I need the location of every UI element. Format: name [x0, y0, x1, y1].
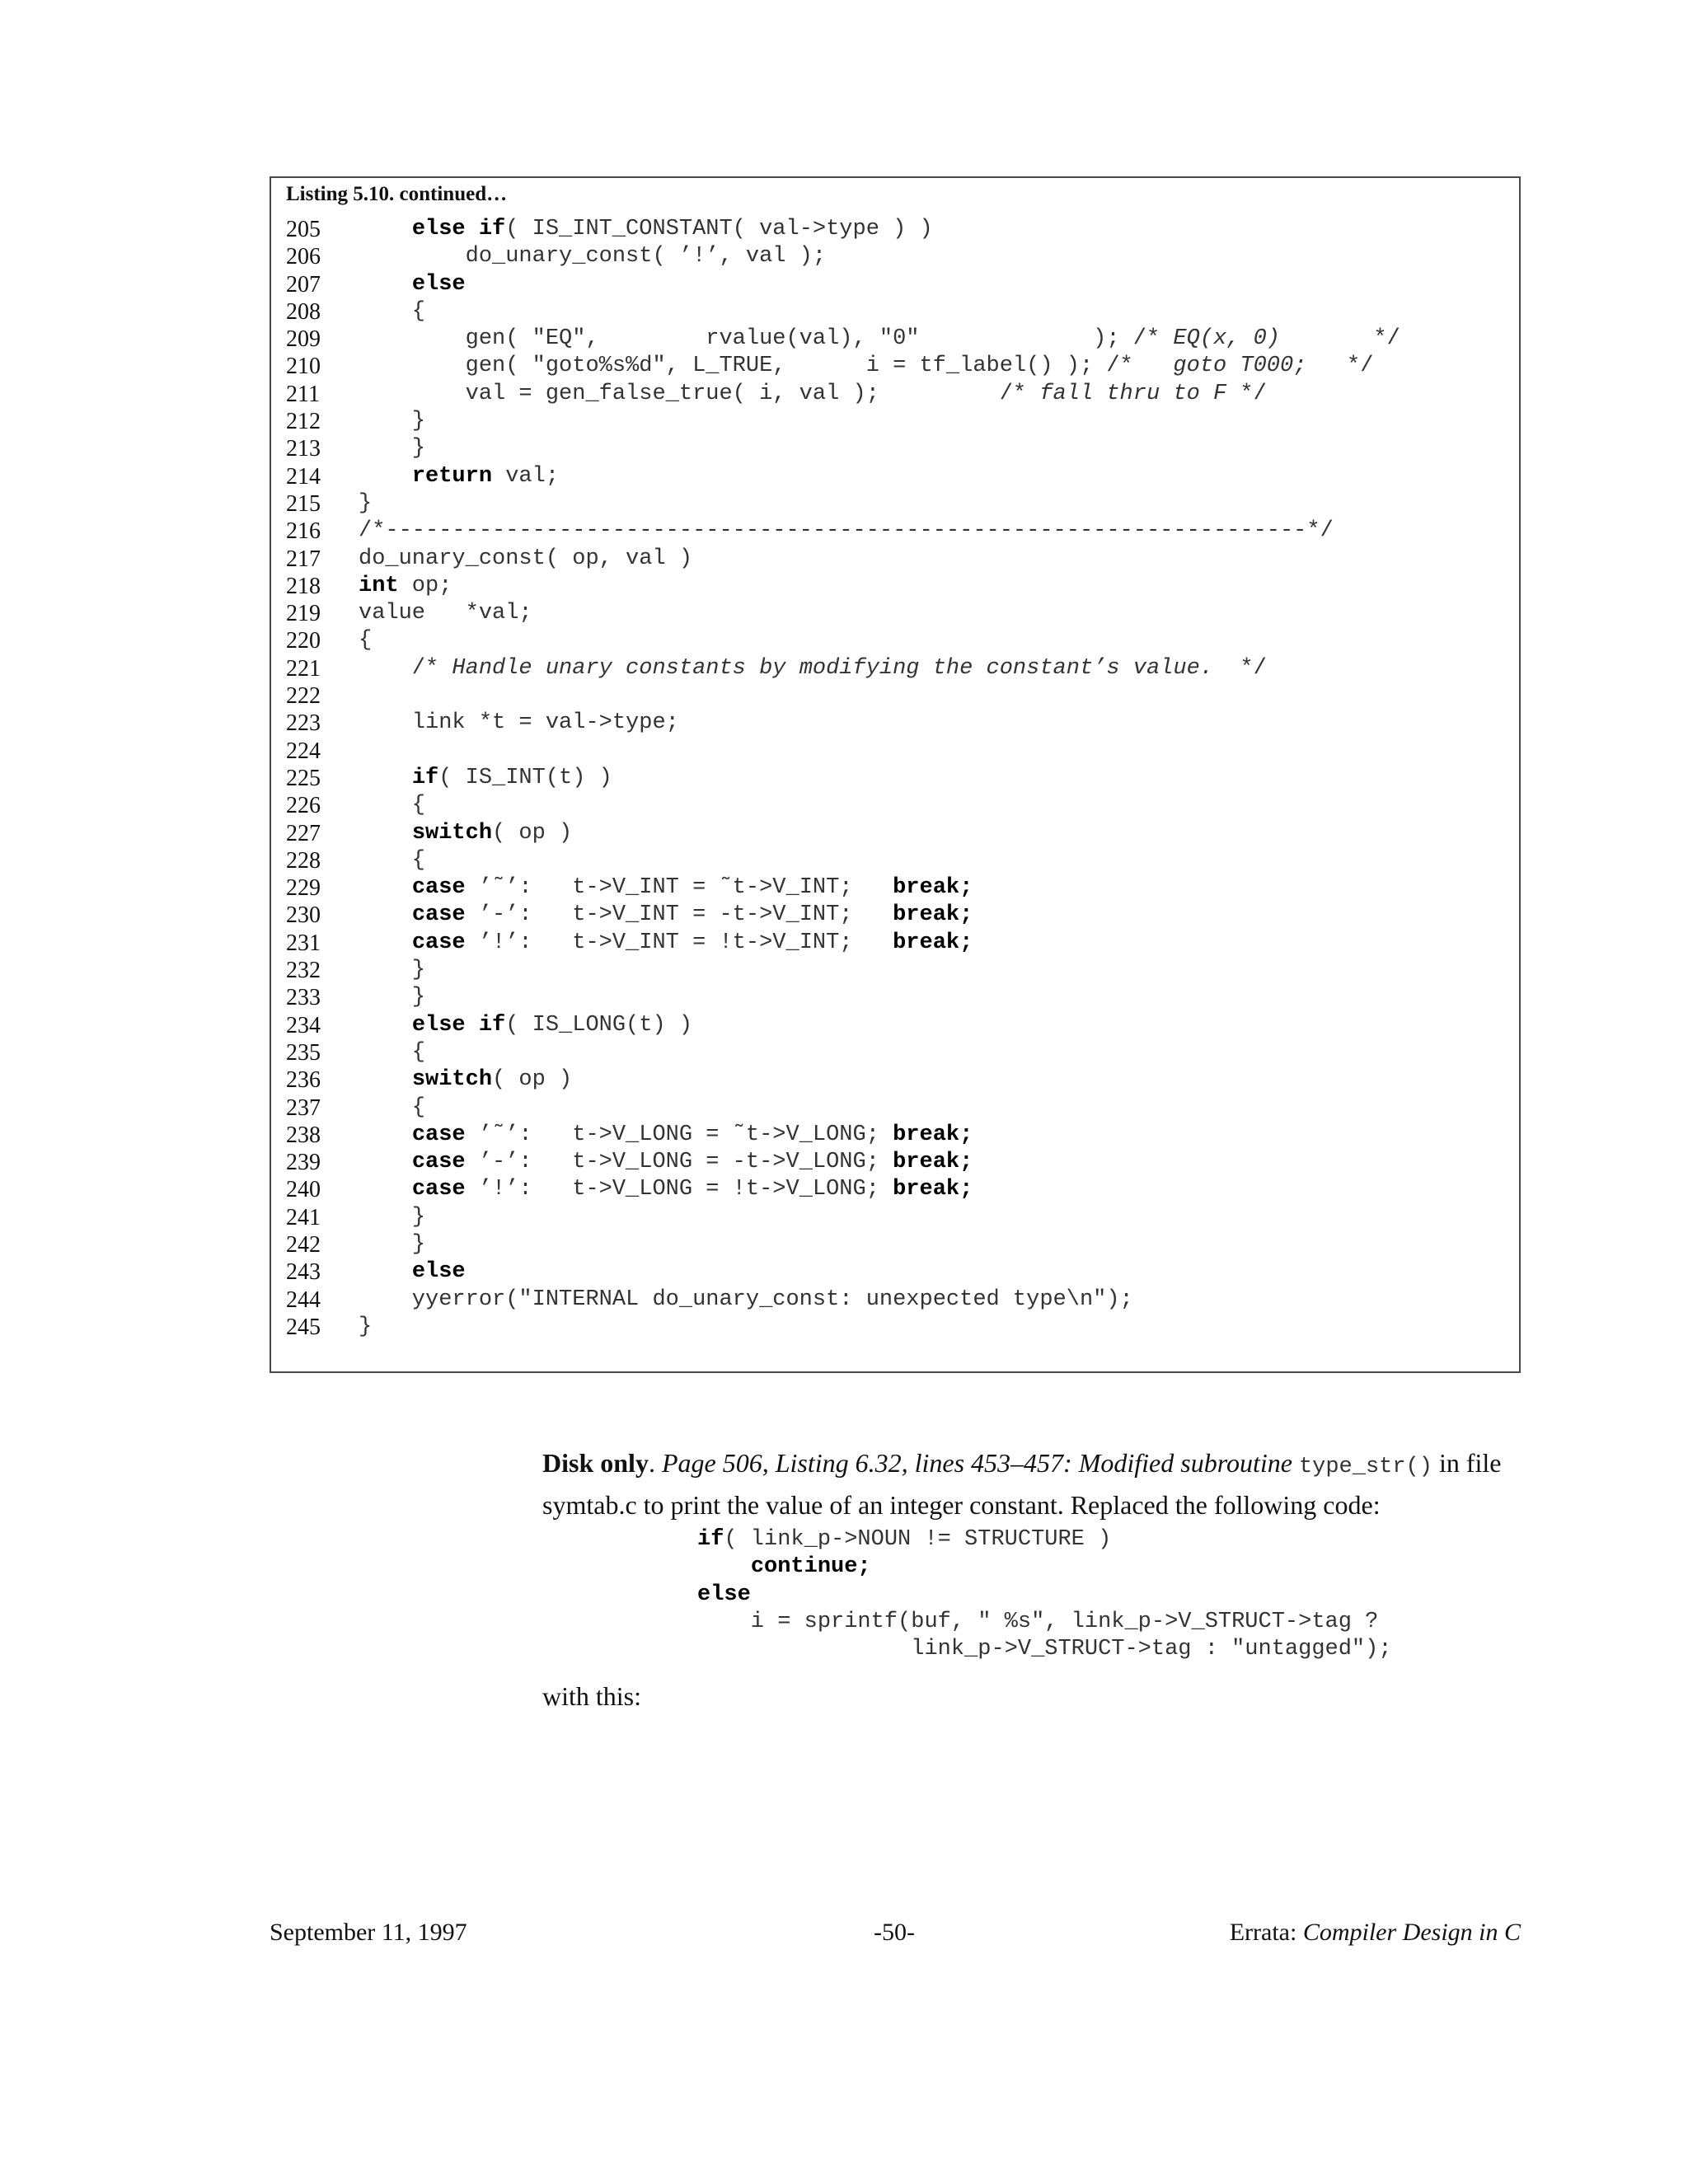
code-keyword: int	[359, 573, 399, 598]
code-text: i = sprintf(buf, " %s", link_p->V_STRUCT->tag ?	[697, 1609, 1379, 1634]
code-text: ( op )	[492, 820, 573, 846]
code-text: }	[359, 409, 426, 434]
code-content	[359, 1149, 973, 1176]
line-number: 230	[286, 902, 321, 929]
errata-description: in file symtab.c to print the value of an integer constant. Replaced the following code:	[542, 1448, 1502, 1520]
code-line	[286, 490, 1511, 518]
code-keyword: if	[697, 1527, 724, 1552]
replaced-code-line	[697, 1526, 1392, 1554]
code-content	[359, 1012, 692, 1039]
code-text	[359, 875, 412, 900]
code-text: ( IS_LONG(t) )	[505, 1012, 693, 1038]
code-content	[359, 435, 425, 462]
code-text: */	[1212, 655, 1267, 681]
code-line	[286, 792, 1511, 819]
code-content	[359, 627, 372, 654]
code-text	[359, 1177, 412, 1202]
code-keyword: else if	[411, 217, 506, 241]
code-text	[359, 1067, 412, 1092]
code-text: link *t = val->type;	[359, 710, 679, 736]
code-content	[359, 655, 1267, 682]
code-content	[359, 1231, 425, 1258]
code-content	[697, 1527, 1111, 1552]
line-number: 227	[286, 820, 321, 846]
code-keyword: case	[411, 875, 466, 901]
line-number: 217	[286, 546, 321, 572]
code-line	[286, 930, 1511, 957]
code-text: ( link_p->NOUN != STRUCTURE )	[724, 1527, 1112, 1552]
errata-lead: Disk only	[542, 1448, 649, 1478]
code-content	[359, 957, 425, 984]
code-content	[359, 463, 559, 490]
code-listing	[270, 176, 1521, 1373]
code-line	[286, 984, 1511, 1011]
code-text: /*	[359, 655, 452, 681]
code-line	[286, 957, 1511, 984]
line-number: 232	[286, 958, 321, 984]
code-comment: fall thru to F	[1039, 381, 1227, 406]
line-number: 221	[286, 655, 321, 682]
line-number: 205	[286, 217, 321, 242]
footer-book-title	[1230, 1919, 1521, 1947]
code-content	[359, 1094, 425, 1122]
code-line	[286, 573, 1511, 600]
code-content	[359, 408, 425, 435]
code-line	[286, 298, 1511, 326]
line-number: 236	[286, 1067, 321, 1094]
code-content	[359, 518, 1334, 545]
code-content	[697, 1610, 1378, 1634]
code-line	[286, 847, 1511, 874]
code-text	[359, 1013, 412, 1038]
code-content	[359, 1176, 973, 1203]
code-line	[286, 874, 1511, 902]
code-keyword: else	[411, 271, 466, 297]
code-keyword: case	[411, 902, 466, 928]
code-text: }	[359, 1314, 373, 1339]
line-number: 214	[286, 463, 321, 490]
code-text: ’-’: t->V_LONG = -t->V_LONG;	[465, 1150, 893, 1175]
code-text: ( op )	[492, 1067, 573, 1093]
line-number: 244	[286, 1286, 321, 1313]
code-line	[286, 627, 1511, 654]
line-number: 208	[286, 298, 321, 325]
code-line	[286, 820, 1511, 847]
code-line	[286, 435, 1511, 462]
line-number: 222	[286, 683, 321, 710]
code-text: {	[359, 847, 426, 873]
code-line	[286, 1204, 1511, 1231]
code-comment: Handle unary constants by modifying the constant’s value.	[452, 655, 1213, 681]
code-content	[359, 381, 1267, 408]
errata-paragraph: Disk only. Page 506, Listing 6.32, lines 453–457: Modified subroutine type_str() in file symtab.c to print the value of an integer constant. Replaced the following code:	[542, 1448, 1502, 1520]
line-number: 238	[286, 1122, 321, 1148]
code-content	[359, 1286, 1133, 1314]
code-line	[286, 243, 1511, 270]
line-number: 228	[286, 847, 321, 874]
code-text: */	[1306, 354, 1374, 379]
code-content	[359, 490, 372, 518]
code-content	[359, 930, 973, 957]
code-content	[359, 765, 612, 792]
line-number: 206	[286, 244, 321, 270]
code-line	[286, 518, 1511, 545]
replaced-code-block	[697, 1526, 1392, 1663]
line-number: 213	[286, 436, 321, 462]
line-number: 210	[286, 354, 321, 380]
code-text: */	[1280, 326, 1400, 352]
footer-errata-label: Errata:	[1229, 1919, 1297, 1946]
replaced-code-line	[697, 1636, 1392, 1663]
footer-book-name: Compiler Design in C	[1302, 1919, 1521, 1946]
code-text: ( IS_INT(t) )	[438, 765, 612, 790]
code-keyword: switch	[411, 820, 493, 846]
line-number: 237	[286, 1094, 321, 1121]
line-number: 229	[286, 875, 321, 902]
code-content	[359, 874, 973, 902]
code-content	[359, 1258, 466, 1286]
code-keyword: break;	[893, 902, 973, 928]
code-text: }	[359, 985, 426, 1010]
code-content	[359, 243, 826, 270]
code-lines	[286, 216, 1511, 1341]
line-number: 245	[286, 1314, 321, 1340]
line-number: 234	[286, 1012, 321, 1038]
code-text	[359, 821, 412, 846]
code-content	[359, 1314, 372, 1341]
code-text: /*---------------------------------------------------------------------*/	[359, 518, 1334, 544]
code-line	[286, 1039, 1511, 1066]
code-content	[359, 1066, 572, 1094]
code-line	[286, 738, 1511, 765]
code-text: gen( "EQ", rvalue(val), "0" ); /*	[359, 326, 1174, 352]
code-content	[359, 546, 692, 573]
code-content	[359, 600, 532, 627]
code-text: {	[359, 628, 373, 654]
code-text	[359, 217, 412, 241]
code-text: }	[359, 1204, 426, 1230]
code-text: ( IS_INT_CONSTANT( val->type ) )	[505, 217, 933, 241]
code-text: {	[359, 1039, 426, 1065]
line-number: 219	[286, 601, 321, 627]
line-number: 240	[286, 1177, 321, 1203]
line-number: 223	[286, 710, 321, 737]
code-line	[286, 600, 1511, 627]
code-text: val = gen_false_true( i, val ); /*	[359, 381, 1040, 406]
footer-date: September 11, 1997	[270, 1919, 467, 1946]
line-number: 239	[286, 1150, 321, 1176]
code-content	[359, 1039, 425, 1066]
code-text: }	[359, 1231, 426, 1257]
code-text: }	[359, 490, 373, 516]
code-text: {	[359, 298, 426, 324]
code-line	[286, 1314, 1511, 1341]
code-keyword: case	[411, 1177, 466, 1202]
code-line	[286, 1149, 1511, 1176]
code-text	[359, 464, 412, 489]
code-line	[286, 463, 1511, 490]
code-text: ’˜’: t->V_INT = ˜t->V_INT;	[465, 875, 893, 901]
code-line	[286, 902, 1511, 929]
code-keyword: switch	[411, 1067, 493, 1093]
code-content	[359, 353, 1373, 380]
code-comment: goto T000;	[1146, 354, 1307, 379]
code-keyword: break;	[893, 930, 973, 955]
code-content	[359, 902, 973, 929]
footer-page-number: -50-	[874, 1919, 915, 1946]
code-text: ’-’: t->V_INT = -t->V_INT;	[465, 902, 893, 928]
code-text	[359, 272, 412, 297]
code-text	[359, 1150, 412, 1174]
code-text: value *val;	[359, 601, 532, 626]
code-text: gen( "goto%s%d", L_TRUE, i = tf_label() ); /*	[359, 354, 1146, 379]
code-text: do_unary_const( ’!’, val );	[359, 244, 827, 269]
code-keyword: break;	[893, 1177, 973, 1202]
code-text: */	[1226, 381, 1267, 406]
code-text: do_unary_const( op, val )	[359, 546, 693, 571]
code-content	[359, 792, 425, 819]
line-number: 224	[286, 738, 321, 764]
with-this-text: with this:	[542, 1681, 642, 1711]
code-content	[359, 820, 572, 847]
code-line	[286, 655, 1511, 682]
code-text	[359, 1122, 412, 1147]
replaced-code-line	[697, 1609, 1392, 1636]
code-line	[286, 546, 1511, 573]
line-number: 218	[286, 573, 321, 599]
code-keyword: case	[411, 1150, 466, 1175]
line-number: 235	[286, 1039, 321, 1066]
code-text: op;	[398, 573, 452, 598]
code-keyword: case	[411, 930, 466, 955]
code-keyword: break;	[893, 1150, 973, 1175]
code-line	[286, 1231, 1511, 1258]
code-line	[286, 353, 1511, 380]
line-number: 216	[286, 518, 321, 545]
code-comment: EQ(x, 0)	[1173, 326, 1280, 352]
code-content	[697, 1554, 871, 1579]
code-content	[697, 1637, 1392, 1661]
code-line	[286, 408, 1511, 435]
code-line	[286, 271, 1511, 298]
listing-caption: Listing 5.10. continued…	[286, 183, 508, 205]
code-text: ’!’: t->V_INT = !t->V_INT;	[465, 930, 893, 955]
code-keyword: continue;	[750, 1554, 871, 1580]
code-text: ’˜’: t->V_LONG = ˜t->V_LONG;	[465, 1122, 893, 1147]
code-line	[286, 1176, 1511, 1203]
code-line	[286, 1012, 1511, 1039]
code-line	[286, 1066, 1511, 1094]
code-keyword: else	[697, 1582, 751, 1607]
code-keyword: break;	[893, 1122, 973, 1147]
line-number: 242	[286, 1231, 321, 1258]
code-content	[697, 1582, 751, 1607]
code-content	[359, 1122, 973, 1149]
code-line	[286, 1122, 1511, 1149]
line-number: 241	[286, 1204, 321, 1230]
code-content	[359, 573, 452, 600]
code-line	[286, 381, 1511, 408]
line-number: 243	[286, 1259, 321, 1286]
replaced-code-line	[697, 1554, 1392, 1581]
code-text: link_p->V_STRUCT->tag : "untagged");	[697, 1637, 1392, 1662]
code-text: }	[359, 958, 426, 983]
code-keyword: else	[411, 1259, 466, 1285]
code-content	[359, 298, 425, 326]
code-content	[359, 271, 466, 298]
line-number: 225	[286, 765, 321, 791]
code-line	[286, 765, 1511, 792]
line-number: 211	[286, 381, 320, 407]
line-number: 226	[286, 793, 321, 819]
code-keyword: if	[411, 765, 439, 790]
code-text	[359, 1259, 412, 1284]
code-text	[697, 1554, 751, 1579]
code-text	[359, 766, 412, 790]
code-text: }	[359, 436, 426, 462]
line-number: 233	[286, 985, 321, 1011]
code-line	[286, 1286, 1511, 1314]
line-number: 215	[286, 490, 321, 517]
code-text: {	[359, 1094, 426, 1120]
code-line	[286, 326, 1511, 353]
line-number: 220	[286, 628, 321, 654]
code-line	[286, 710, 1511, 737]
code-content	[359, 1204, 425, 1231]
code-line	[286, 216, 1511, 243]
line-number: 231	[286, 930, 321, 956]
code-line	[286, 682, 1511, 710]
code-content	[359, 216, 933, 243]
errata-function-name: type_str()	[1298, 1455, 1432, 1479]
code-line	[286, 1094, 1511, 1122]
code-text: ’!’: t->V_LONG = !t->V_LONG;	[465, 1177, 893, 1202]
code-text	[359, 930, 412, 955]
replaced-code-line	[697, 1582, 1392, 1609]
code-line	[286, 1258, 1511, 1286]
code-text: val;	[492, 463, 560, 489]
code-content	[359, 710, 679, 737]
code-text: {	[359, 793, 426, 818]
code-text: yyerror("INTERNAL do_unary_const: unexpected type\n");	[359, 1286, 1133, 1312]
line-number: 212	[286, 409, 321, 435]
code-content	[359, 326, 1400, 353]
code-keyword: break;	[893, 875, 973, 901]
code-keyword: return	[411, 463, 493, 489]
code-keyword: else if	[411, 1012, 506, 1038]
line-number: 207	[286, 271, 321, 298]
code-content	[359, 984, 425, 1011]
line-number: 209	[286, 326, 321, 353]
code-keyword: case	[411, 1122, 466, 1147]
code-content	[359, 847, 425, 874]
errata-reference: Page 506, Listing 6.32, lines 453–457: Modified subroutine	[661, 1448, 1292, 1478]
code-text	[359, 902, 412, 927]
